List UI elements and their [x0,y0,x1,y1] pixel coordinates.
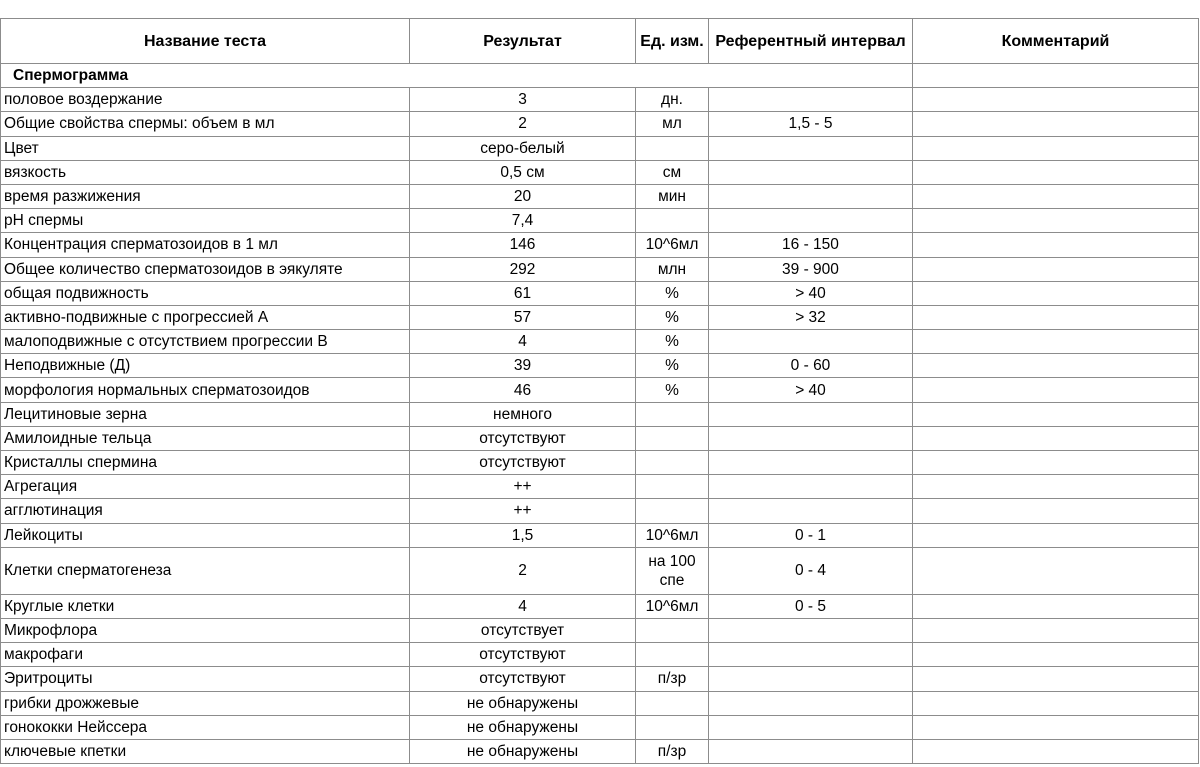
results-table [0,18,1199,764]
table-row [1,330,1199,354]
reference-cell [709,136,913,160]
result-cell: 7,4 [410,209,636,233]
reference-cell: 16 - 150 [709,233,913,257]
reference-cell [709,330,913,354]
result-cell: 2 [410,547,636,594]
result-cell: отсутствуют [410,451,636,475]
reference-cell [709,88,913,112]
header-comment: Комментарий [913,19,1199,64]
table-row [1,643,1199,667]
result-cell: отсутствуют [410,667,636,691]
comment-cell [913,499,1199,523]
header-reference: Референтный интервал [709,19,913,64]
unit-cell: % [636,378,709,402]
comment-cell [913,402,1199,426]
result-cell: серо-белый [410,136,636,160]
table-row [1,475,1199,499]
reference-cell [709,209,913,233]
result-cell: 4 [410,594,636,618]
comment-cell [913,451,1199,475]
table-row [1,618,1199,642]
header-test-name: Название теста [1,19,410,64]
comment-cell [913,426,1199,450]
test-name-cell: Эритроциты [1,667,410,691]
reference-cell [709,451,913,475]
table-row [1,184,1199,208]
table-row [1,691,1199,715]
unit-cell: 10^6мл [636,594,709,618]
test-name-cell: Кристаллы спермина [1,451,410,475]
test-name-cell: Цвет [1,136,410,160]
header-result: Результат [410,19,636,64]
unit-cell: мл [636,112,709,136]
test-name-cell: половое воздержание [1,88,410,112]
table-row [1,547,1199,594]
comment-cell [913,715,1199,739]
result-cell: не обнаружены [410,715,636,739]
table-row [1,426,1199,450]
table-row [1,378,1199,402]
comment-cell [913,233,1199,257]
result-cell: не обнаружены [410,739,636,763]
comment-cell [913,112,1199,136]
unit-cell: млн [636,257,709,281]
table-row [1,257,1199,281]
table-row [1,402,1199,426]
header-unit: Ед. изм. [636,19,709,64]
comment-cell [913,136,1199,160]
result-cell: 61 [410,281,636,305]
comment-cell [913,643,1199,667]
test-name-cell: агглютинация [1,499,410,523]
reference-cell [709,426,913,450]
comment-cell [913,618,1199,642]
reference-cell [709,715,913,739]
table-row [1,136,1199,160]
result-cell: отсутствует [410,618,636,642]
table-row [1,667,1199,691]
comment-cell [913,305,1199,329]
result-cell: 3 [410,88,636,112]
comment-cell [913,523,1199,547]
comment-cell [913,209,1199,233]
test-name-cell: малоподвижные с отсутствием прогрессии В [1,330,410,354]
result-cell: 292 [410,257,636,281]
result-cell: 39 [410,354,636,378]
reference-cell: 0 - 60 [709,354,913,378]
unit-cell: мин [636,184,709,208]
lab-report [0,18,1198,764]
unit-cell: см [636,160,709,184]
test-name-cell: морфология нормальных сперматозоидов [1,378,410,402]
result-cell: 4 [410,330,636,354]
reference-cell: > 40 [709,281,913,305]
reference-cell [709,643,913,667]
result-cell: немного [410,402,636,426]
table-row [1,305,1199,329]
result-cell: отсутствуют [410,643,636,667]
unit-cell: 10^6мл [636,233,709,257]
test-name-cell: Микрофлора [1,618,410,642]
reference-cell [709,499,913,523]
table-row [1,715,1199,739]
result-cell: не обнаружены [410,691,636,715]
result-cell: ++ [410,475,636,499]
result-cell: ++ [410,499,636,523]
result-cell: 146 [410,233,636,257]
header-row [1,19,1199,64]
result-cell: отсутствуют [410,426,636,450]
unit-cell: п/зр [636,739,709,763]
unit-cell [636,499,709,523]
unit-cell [636,402,709,426]
comment-cell [913,594,1199,618]
test-name-cell: Клетки сперматогенеза [1,547,410,594]
table-row [1,281,1199,305]
table-row [1,523,1199,547]
reference-cell: 0 - 5 [709,594,913,618]
unit-cell: дн. [636,88,709,112]
test-name-cell: активно-подвижные с прогрессией А [1,305,410,329]
reference-cell [709,691,913,715]
test-name-cell: грибки дрожжевые [1,691,410,715]
unit-cell [636,136,709,160]
unit-cell [636,691,709,715]
result-cell: 0,5 см [410,160,636,184]
comment-cell [913,739,1199,763]
section-row [1,64,1199,88]
result-cell: 57 [410,305,636,329]
reference-cell [709,475,913,499]
test-name-cell: pH спермы [1,209,410,233]
unit-cell: % [636,305,709,329]
comment-cell [913,667,1199,691]
test-name-cell: Лейкоциты [1,523,410,547]
reference-cell [709,618,913,642]
unit-cell: на 100 спе [636,547,709,594]
unit-cell [636,715,709,739]
reference-cell [709,184,913,208]
comment-cell [913,281,1199,305]
table-row [1,160,1199,184]
test-name-cell: макрофаги [1,643,410,667]
reference-cell: > 40 [709,378,913,402]
reference-cell: 1,5 - 5 [709,112,913,136]
table-row [1,209,1199,233]
table-row [1,499,1199,523]
unit-cell: п/зр [636,667,709,691]
test-name-cell: гонококки Нейссера [1,715,410,739]
reference-cell: 0 - 4 [709,547,913,594]
test-name-cell: Общее количество сперматозоидов в эякуляте [1,257,410,281]
comment-cell [913,88,1199,112]
table-row [1,594,1199,618]
result-cell: 46 [410,378,636,402]
table-row [1,88,1199,112]
comment-cell [913,547,1199,594]
unit-cell [636,209,709,233]
comment-cell [913,257,1199,281]
test-name-cell: ключевые кпетки [1,739,410,763]
unit-cell [636,618,709,642]
unit-cell: 10^6мл [636,523,709,547]
table-row [1,739,1199,763]
table-row [1,112,1199,136]
test-name-cell: Общие свойства спермы: объем в мл [1,112,410,136]
result-cell: 2 [410,112,636,136]
unit-cell [636,475,709,499]
unit-cell: % [636,354,709,378]
test-name-cell: время разжижения [1,184,410,208]
table-row [1,354,1199,378]
unit-cell [636,451,709,475]
comment-cell [913,160,1199,184]
table-row [1,233,1199,257]
test-name-cell: вязкость [1,160,410,184]
comment-cell [913,691,1199,715]
section-title: Спермограмма [1,64,913,88]
table-row [1,451,1199,475]
unit-cell: % [636,281,709,305]
test-name-cell: Круглые клетки [1,594,410,618]
test-name-cell: Амилоидные тельца [1,426,410,450]
unit-cell [636,643,709,667]
reference-cell: 0 - 1 [709,523,913,547]
test-name-cell: Концентрация сперматозоидов в 1 мл [1,233,410,257]
comment-cell [913,330,1199,354]
test-name-cell: общая подвижность [1,281,410,305]
test-name-cell: Агрегация [1,475,410,499]
reference-cell [709,739,913,763]
reference-cell [709,160,913,184]
comment-cell [913,354,1199,378]
unit-cell [636,426,709,450]
test-name-cell: Лецитиновые зерна [1,402,410,426]
reference-cell [709,402,913,426]
result-cell: 1,5 [410,523,636,547]
test-name-cell: Неподвижные (Д) [1,354,410,378]
reference-cell [709,667,913,691]
comment-cell [913,64,1199,88]
reference-cell: > 32 [709,305,913,329]
result-cell: 20 [410,184,636,208]
comment-cell [913,184,1199,208]
comment-cell [913,475,1199,499]
unit-cell: % [636,330,709,354]
comment-cell [913,378,1199,402]
reference-cell: 39 - 900 [709,257,913,281]
